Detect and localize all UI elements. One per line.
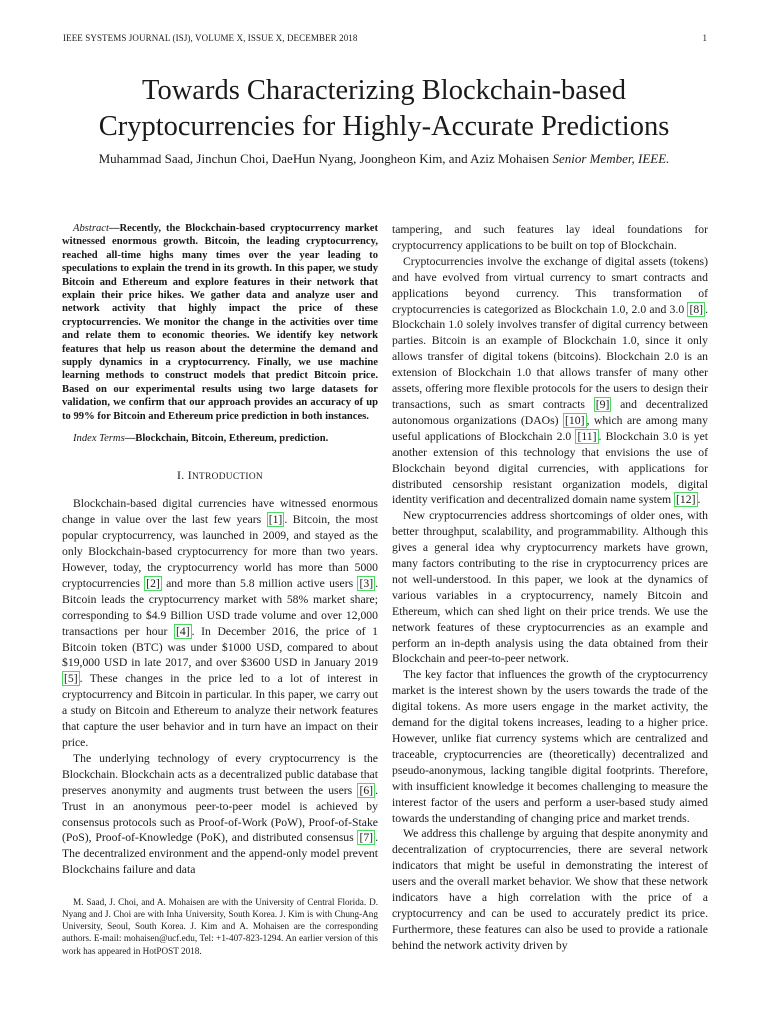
text-run: . Bitcoin leads the cryptocurrency market with 58% market share; corresponding to $4.9 Billion USD trade volume and over 12,000 transactions per hour — [62, 576, 379, 638]
citation-link[interactable]: [11] — [577, 429, 597, 443]
citation-link[interactable]: [10] — [565, 413, 585, 427]
intro-paragraph-2 — [62, 751, 378, 878]
section-heading-introduction — [62, 468, 378, 486]
section-title: NTRODUCTION — [191, 471, 263, 482]
text-run: Blockchain-based digital currencies have witnessed enormous change in value over the last few years — [62, 497, 378, 527]
continued-paragraph: tampering, and such features lay ideal foundations for cryptocurrency applications to be built on top of Blockchain. — [392, 223, 708, 252]
author-suffix: Senior Member, IEEE. — [552, 151, 670, 166]
title-line-2: Cryptocurrencies for Highly-Accurate Predictions — [98, 111, 670, 142]
intro-paragraph-1 — [62, 496, 378, 751]
text-run: . — [697, 493, 701, 507]
text-run: Cryptocurrencies involve the exchange of digital assets (tokens) and have evolved from virtual currency to smart contracts and applications beyond currency. This transformation of cryptocurrencies is categorized as Blockchain 1.0, 2.0 and 3.0 — [392, 254, 708, 316]
affiliation-footnote: M. Saad, J. Choi, and A. Mohaisen are with the University of Central Florida. D. Nyang and J. Choi are with Inha University, South Korea. J. Kim is with Chung-Ang University, Seoul, South Korea. J. Kim and A. Mohaisen are the corresponding authors. E-mail: mohaisen@ucf.edu, Tel: +1-407-823-1294. An earlier version of this work has appeared in HotPOST 2018. — [62, 897, 378, 956]
text-run: . Blockchain 1.0 solely involves transfer of digital currency between parties. Bitcoin is an example of Blockchain 1.0, since it only allows transfer of digital tokens (bitcoins). Blockchain 2.0 is an extension of Blockchain 1.0 that allows transfer of many other assets, offering more flexible protocols for the users to design their transactions, such as smart contracts — [392, 302, 708, 411]
body-paragraph: New cryptocurrencies address shortcomings of older ones, with better throughput, scalability, and programmability. Although this gives a general idea why cryptocurrency markets have grown, many factors contributing to the rise in cryptocurrency prices are not well-understood. In this paper, we look at the dynamics of various variables in a cryptocurrency, namely Bitcoin and Ethereum, which can shed light on their price trends. We use the network features of these cryptocurrencies as an example and perform an in-depth analysis using the data obtained from their Blockchain and peer-to-peer network. — [392, 509, 708, 666]
text-run: . Trust in an anonymous peer-to-peer model is achieved by consensus protocols such as Proof-of-Work (PoW), Proof-of-Stake (PoS), Proof-of-Knowledge (PoK), and distributed consensus — [62, 783, 378, 845]
body-paragraph: We address this challenge by arguing that despite anonymity and decentralization of cryptocurrencies, there are several network indicators that might be useful in demonstrating the interest of users and the overall market behavior. We show that these network indicators have a high correlation with the price of a cryptocurrency and can be used to accurately predict its price. Furthermore, these features can also be used to provide a rationale behind the network activity driven by — [392, 827, 708, 952]
citation-link[interactable]: [12] — [676, 493, 696, 507]
text-run: and decentralized autonomous organizations (DAOs) — [392, 397, 708, 427]
abstract — [62, 222, 378, 423]
left-column — [62, 222, 378, 957]
text-run: . Blockchain 3.0 is yet another extension of this technology that envisions the use of Blockchain beyond digital currencies, with applications for distributed censorship resistant organization models, digital identity verification and decentralized domain name system — [392, 429, 708, 507]
text-run: . These changes in the price led to a lot of interest in cryptocurrency and Bitcoin in particular. In this paper, we carry out a study on Bitcoin and Ethereum to analyze their network features that capture the user behavior and in turn have an impact on their price. — [62, 672, 378, 749]
text-run: . Bitcoin, the most popular cryptocurrency, was launched in 2009, and stayed as the only Blockchain-based cryptocurrency for more than two years. However, today, the cryptocurrency world has more than 5000 cryptocurrencies — [62, 513, 378, 590]
right-column — [392, 222, 708, 954]
abstract-text: —Recently, the Blockchain-based cryptocurrency market witnessed enormous growth. Bitcoin, the leading cryptocurrency, reached all-time highs many times over the year leading to speculations to explain the trend in its growth. In this paper, we study Bitcoin and Ethereum and explore features in their network that explain their price hikes. We gather data and analyze user and network activity that highly impact the price of these cryptocurrencies. We monitor the change in the activities over time and relate them to economic theories. We identify key network features that help us reason about the determine the demand and supply dynamics in a cryptocurrency. Finally, we use machine learning methods to construct models that predict Bitcoin price. Based on our experimental results using two large datasets for validation, we confirm that our approach provides an accuracy of up to 99% for Bitcoin and Ethereum price prediction in both instances. — [62, 223, 378, 422]
citation-link[interactable]: [7] — [359, 831, 374, 845]
body-paragraph — [392, 254, 708, 509]
text-run: and more than 5.8 million active users — [161, 576, 358, 590]
author-list — [40, 151, 728, 167]
citation-link[interactable]: [9] — [595, 397, 610, 411]
index-terms — [62, 432, 378, 445]
text-run: . In December 2016, the price of 1 Bitcoin token (BTC) was under $1000 USD, compared to about $19,000 USD in late 2017, and over $3600 USD in January 2019 — [62, 624, 379, 670]
text-run: . The decentralized environment and the append-only model prevent Blockchains failure and data — [62, 831, 378, 877]
citation-link[interactable]: [1] — [268, 513, 283, 527]
abstract-lead: Abstract — [73, 223, 109, 234]
citation-link[interactable]: [4] — [175, 624, 190, 638]
paper-title — [40, 73, 728, 145]
body-paragraph: The key factor that influences the growth of the cryptocurrency market is the interest shown by the users towards the trade of the digital tokens. As more users engage in the market activity, the demand for the digital tokens increases, leading to a higher price. However, unlike fiat currency systems which are centralized and traceable, cryptocurrencies are (theoretically) decentralized and pseudo-anonymous, lacking tangible digital footprints. Therefore, with insufficient knowledge it becomes challenging to measure the interest factor of the users and perform a user-based study aimed towards the understanding of changing price and market trends. — [392, 668, 708, 825]
section-number: I. I — [177, 467, 192, 482]
citation-link[interactable]: [5] — [64, 672, 78, 686]
title-line-1: Towards Characterizing Blockchain-based — [142, 75, 626, 106]
page-number: 1 — [702, 33, 707, 43]
author-names: Muhammad Saad, Jinchun Choi, DaeHun Nyang, Joongheon Kim, and Aziz Mohaisen — [98, 151, 553, 166]
text-run: The underlying technology of every cryptocurrency is the Blockchain. Blockchain acts as a decentralized public database that preserves anonymity and augments trust between the users — [62, 751, 378, 797]
citation-link[interactable]: [6] — [359, 783, 374, 797]
index-terms-lead: Index Terms — [73, 433, 125, 445]
citation-link[interactable]: [3] — [359, 576, 374, 590]
index-terms-text: —Blockchain, Bitcoin, Ethereum, prediction. — [124, 433, 329, 445]
citation-link[interactable]: [2] — [146, 576, 160, 590]
citation-link[interactable]: [8] — [689, 302, 704, 316]
text-run: , which are among many useful applications of Blockchain 2.0 — [392, 413, 708, 443]
running-head: IEEE SYSTEMS JOURNAL (ISJ), VOLUME X, ISSUE X, DECEMBER 2018 — [63, 33, 358, 43]
